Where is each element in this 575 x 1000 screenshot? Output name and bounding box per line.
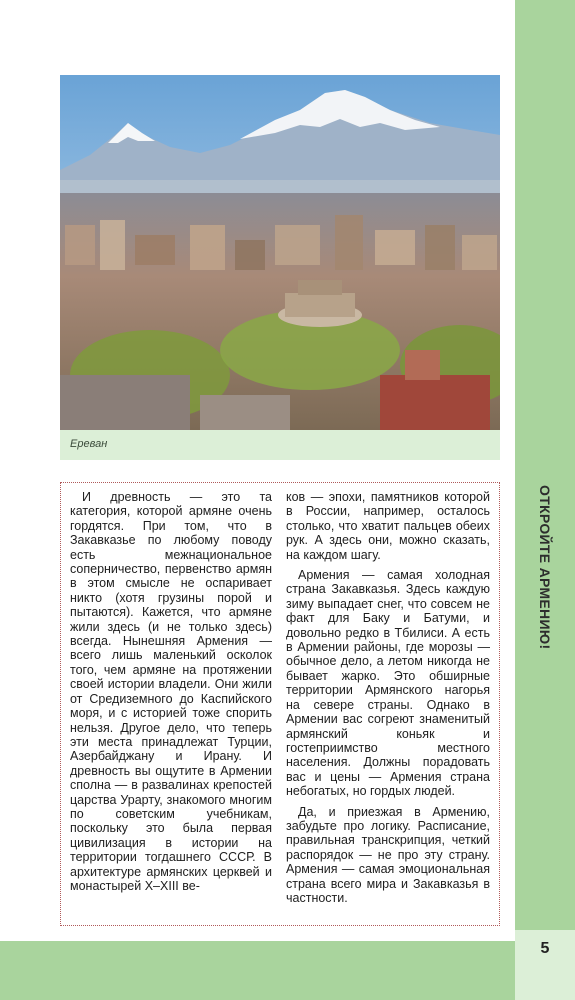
text-column-right [286,490,490,911]
paragraph: Да, и приезжая в Армению, забудьте про логику. Расписание, правильная транскрипция, четкий распорядок — не про эту страну. Армения — самая эмоциональная страна всего мира и Закавказья в частности. [286,804,490,905]
paragraph: ков — эпохи, памятников которой в России, например, осталось столько, что хватит пальцев обеих рук. А здесь они, можно сказать, на каждом шагу. [286,490,490,562]
section-title [515,485,575,650]
paragraph: И древность — это та категория, которой армяне очень гордятся. При том, что в Закавказье по любому поводу есть межнациональное соперничество, первенство армян в этом смысле не оспаривает никто (хотя грузины порой и пытаются). Кажется, что армяне жили здесь (и не только здесь) всегда. Нынешняя Армения — всего лишь маленький осколок того, чем армяне на протяжении своей истории владели. Они жили от Средиземного до Каспийского моря, и с историей тоже спорить нельзя. Другое дело, что теперь эти места принадлежат Турции, Азербайджану и Ирану. И древность вы ощутите в Армении сполна — в развалинах крепостей царства Урарту, знакомого многим по советским учебникам, поскольку это была первая цивилизация в истории на территории тогдашнего СССР. В архитектуре армянских церквей и монастырей X–XIII ве- [70,490,272,893]
photo-caption-bar [60,430,500,460]
photo-caption: Ереван [70,438,108,450]
bottom-band [0,941,515,1000]
paragraph: Армения — самая холодная страна Закавказья. Здесь каждую зиму выпадает снег, что совсем не факт для Баку и Батуми, и довольно редко в Тбилиси. А есть в Армении районы, где морозы — обычное дело, а летом никогда не бывает жарко. Это обширные территории Армянского нагорья на севере страны. Однако в Армении вас согреют знаменитый армянский коньяк и гостеприимство местного населения. Должны порадовать вас и цены — Армения страна небогатых, но гордых людей. [286,568,490,799]
section-title-text: ОТКРОЙТЕ АРМЕНИЮ! [537,485,553,650]
yerevan-photo [60,75,500,430]
text-column-left [70,490,272,899]
page-number: 5 [540,940,550,957]
page-number-box [515,930,575,1000]
